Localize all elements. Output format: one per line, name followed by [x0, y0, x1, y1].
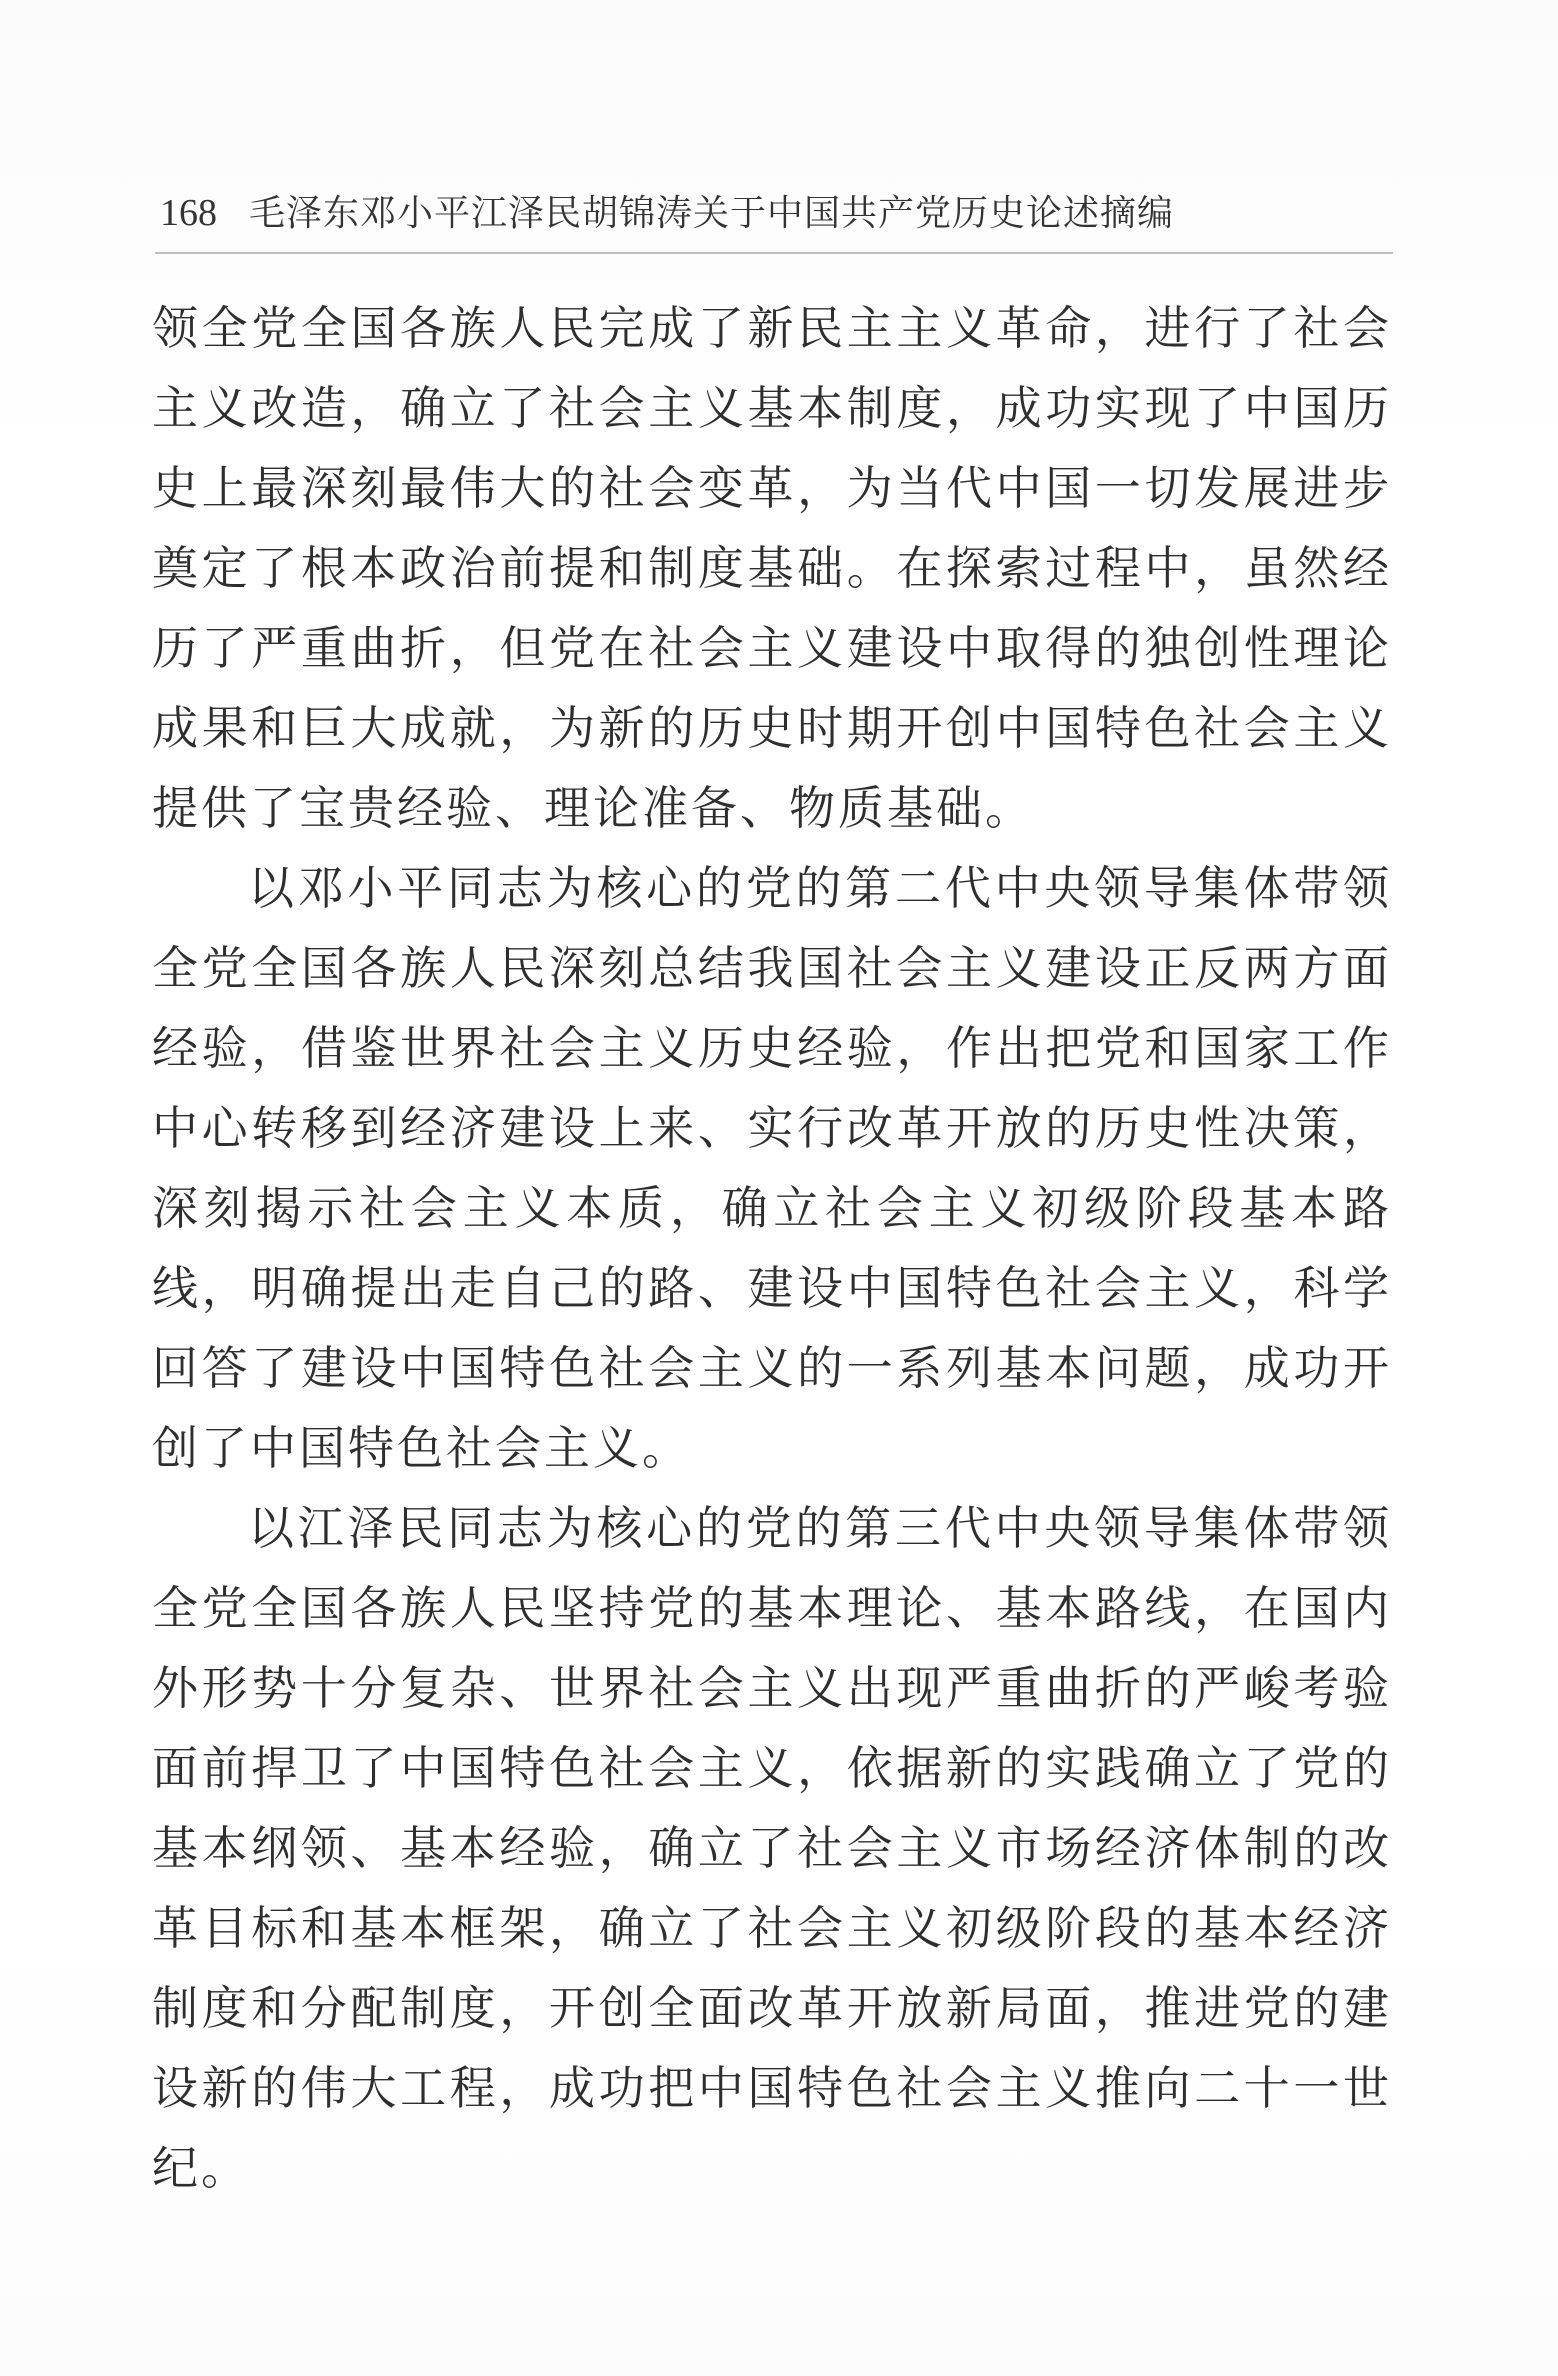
running-header [160, 185, 1390, 245]
page-number: 168 [160, 192, 217, 234]
running-title: 毛泽东邓小平江泽民胡锦涛关于中国共产党历史论述摘编 [249, 193, 1175, 234]
header-divider [155, 252, 1393, 254]
paragraph-deng-xiaoping: 以邓小平同志为核心的党的第二代中央领导集体带领全党全国各族人民深刻总结我国社会主义建设正反两方面经验，借鉴世界社会主义历史经验，作出把党和国家工作中心转移到经济建设上来、实行改革开放的历史性决策，深刻揭示社会主义本质，确立社会主义初级阶段基本路线，明确提出走自己的路、建设中国特色社会主义，科学回答了建设中国特色社会主义的一系列基本问题，成功开创了中国特色社会主义。 [152, 861, 1392, 1475]
paragraph-continued: 领全党全国各族人民完成了新民主主义革命，进行了社会主义改造，确立了社会主义基本制度，成功实现了中国历史上最深刻最伟大的社会变革，为当代中国一切发展进步奠定了根本政治前提和制度基础。在探索过程中，虽然经历了严重曲折，但党在社会主义建设中取得的独创性理论成果和巨大成就，为新的历史时期开创中国特色社会主义提供了宝贵经验、理论准备、物质基础。 [152, 301, 1392, 835]
paragraph-jiang-zemin: 以江泽民同志为核心的党的第三代中央领导集体带领全党全国各族人民坚持党的基本理论、基本路线，在国内外形势十分复杂、世界社会主义出现严重曲折的严峻考验面前捍卫了中国特色社会主义，依据新的实践确立了党的基本纲领、基本经验，确立了社会主义市场经济体制的改革目标和基本框架，确立了社会主义初级阶段的基本经济制度和分配制度，开创全面改革开放新局面，推进党的建设新的伟大工程，成功把中国特色社会主义推向二十一世纪。 [152, 1501, 1392, 2195]
page-body [152, 288, 1392, 2208]
